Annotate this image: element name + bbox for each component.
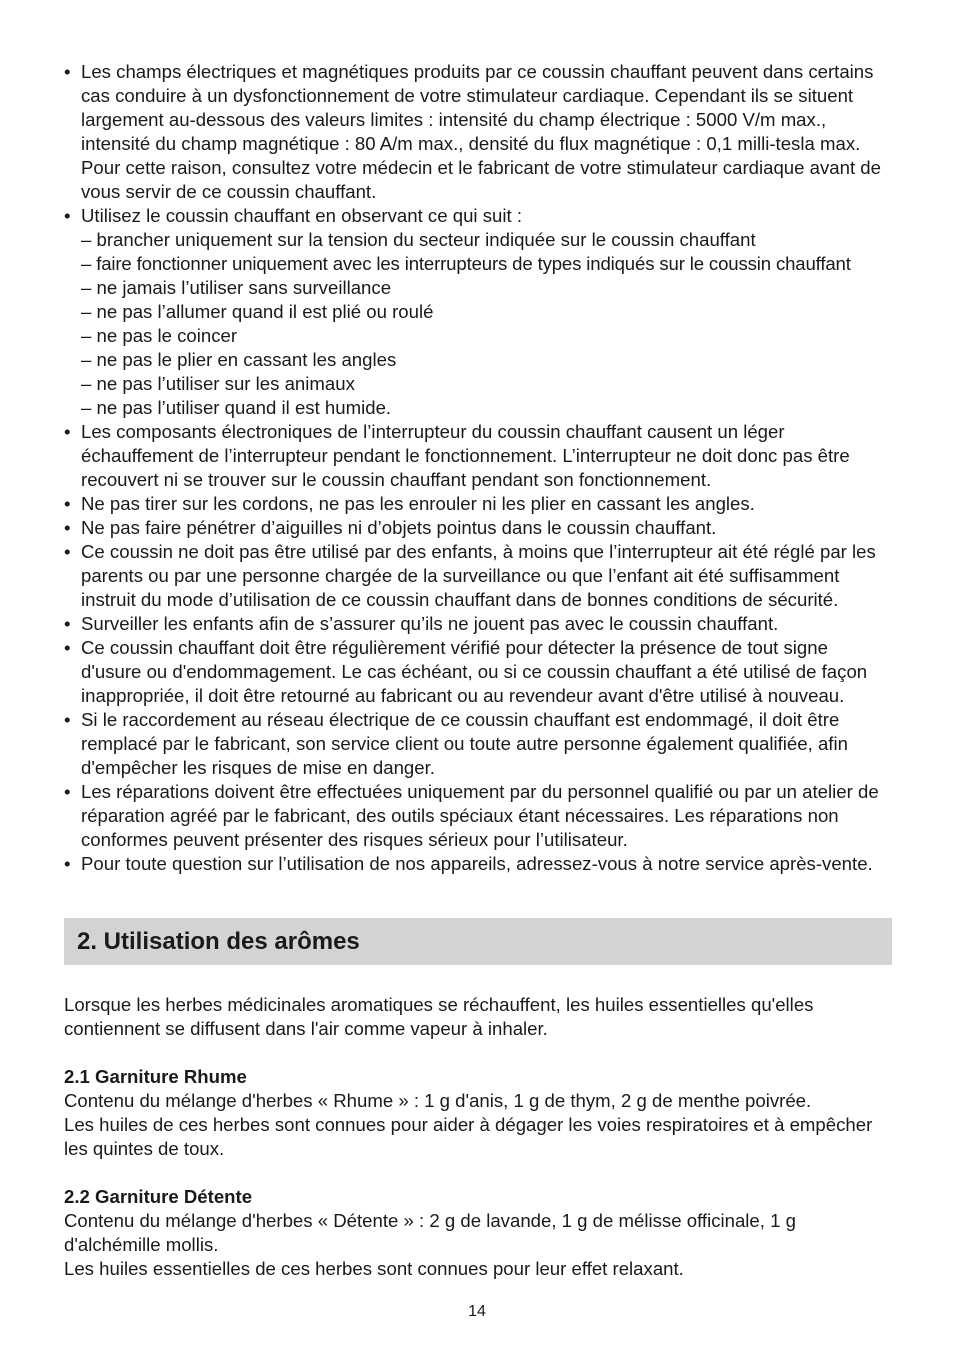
dash-item: – ne pas l’utiliser quand il est humide.: [81, 397, 392, 418]
paragraph-gap: [64, 1161, 892, 1185]
bullet-item: [64, 636, 892, 708]
bullet-text: Si le raccordement au réseau électrique de ce coussin chauffant est endommagé, il doit être remplacé par le fabricant, son service client ou toute autre personne également qualifiée, afin d'empêcher les risques de mise en danger.: [81, 709, 848, 778]
bullet-item: [64, 204, 892, 420]
safety-bullet-list: [64, 60, 892, 876]
bullet-text: Les champs électriques et magnétiques produits par ce coussin chauffant peuvent dans certains cas conduire à un dysfonctionnement de votre stimulateur cardiaque. Cependant ils se situent largement au-dessous des valeurs limites : intensité du champ électrique : 5000 V/m max., intensité du champ magnétique : 80 A/m max., densité du flux magnétique : 0,1 milli-tesla max. Pour cette raison, consultez votre médecin et le fabricant de votre stimulateur cardiaque avant de vous servir de ce coussin chauffant.: [81, 61, 881, 202]
section-intro: Lorsque les herbes médicinales aromatiques se réchauffent, les huiles essentielles qu'elles contiennent se diffusent dans l'air comme vapeur à inhaler.: [64, 994, 814, 1039]
dash-item: – ne pas le coincer: [81, 325, 238, 346]
bullet-text: Pour toute question sur l’utilisation de nos appareils, adressez-vous à notre service après-vente.: [81, 853, 873, 874]
dash-item: – brancher uniquement sur la tension du secteur indiquée sur le coussin chauffant: [81, 229, 756, 250]
dash-item: – ne pas le plier en cassant les angles: [81, 349, 397, 370]
paragraph-gap: [64, 1041, 892, 1065]
aroma-section-body: [64, 993, 892, 1281]
bullet-text: Surveiller les enfants afin de s’assurer qu’ils ne jouent pas avec le coussin chauffant.: [81, 613, 779, 634]
bullet-item: [64, 420, 892, 492]
bullet-item: [64, 852, 892, 876]
bullet-text: Ne pas faire pénétrer d’aiguilles ni d’objets pointus dans le coussin chauffant.: [81, 517, 717, 538]
subsection-text: Contenu du mélange d'herbes « Rhume » : 1 g d'anis, 1 g de thym, 2 g de menthe poivrée.: [64, 1090, 812, 1111]
bullet-text: Ne pas tirer sur les cordons, ne pas les enrouler ni les plier en cassant les angles.: [81, 493, 755, 514]
bullet-text: Utilisez le coussin chauffant en observant ce qui suit :: [81, 205, 522, 226]
bullet-text: Les composants électroniques de l’interrupteur du coussin chauffant causent un léger échauffement de l’interrupteur pendant le fonctionnement. L’interrupteur ne doit donc pas être recouvert ni se trouver sur le coussin chauffant pendant son fonctionnement.: [81, 421, 850, 490]
bullet-item: [64, 492, 892, 516]
subsection-text: Les huiles de ces herbes sont connues pour aider à dégager les voies respiratoires et à empêcher les quintes de toux.: [64, 1114, 873, 1159]
section-header-bar: [64, 918, 892, 965]
subsection-text: Les huiles essentielles de ces herbes sont connues pour leur effet relaxant.: [64, 1258, 684, 1279]
safety-instructions: [64, 60, 892, 876]
dash-item: – ne pas l’allumer quand il est plié ou roulé: [81, 301, 434, 322]
bullet-item: [64, 60, 892, 204]
bullet-text: Ce coussin ne doit pas être utilisé par des enfants, à moins que l’interrupteur ait été réglé par les parents ou par une personne chargée de la surveillance ou que l’enfant ait été suffisamment instruit du mode d’utilisation de ce coussin chauffant dans de bonnes conditions de sécurité.: [81, 541, 876, 610]
bullet-item: [64, 612, 892, 636]
dash-item: – faire fonctionner uniquement avec les interrupteurs de types indiqués sur le coussin chauffant: [81, 253, 851, 274]
usage-conditions-list: [81, 228, 892, 420]
section-title: 2. Utilisation des arômes: [77, 928, 360, 955]
subsection-title-detente: 2.2 Garniture Détente: [64, 1186, 253, 1207]
bullet-text: Les réparations doivent être effectuées uniquement par du personnel qualifié ou par un atelier de réparation agréé par le fabricant, des outils spéciaux étant nécessaires. Les réparations non conformes peuvent présenter des risques sérieux pour l’utilisateur.: [81, 781, 879, 850]
page-number: 14: [468, 1303, 486, 1320]
bullet-item: [64, 516, 892, 540]
dash-item: – ne pas l’utiliser sur les animaux: [81, 373, 355, 394]
subsection-text: Contenu du mélange d'herbes « Détente » : 2 g de lavande, 1 g de mélisse officinale, 1 g d'alchémille mollis.: [64, 1210, 796, 1255]
bullet-item: [64, 780, 892, 852]
bullet-item: [64, 540, 892, 612]
dash-item: – ne jamais l’utiliser sans surveillance: [81, 277, 392, 298]
subsection-title-rhume: 2.1 Garniture Rhume: [64, 1066, 247, 1087]
bullet-item: [64, 708, 892, 780]
bullet-text: Ce coussin chauffant doit être régulièrement vérifié pour détecter la présence de tout signe d'usure ou d'endommagement. Le cas échéant, ou si ce coussin chauffant a été utilisé de façon inappropriée, il doit être retourné au fabricant ou au revendeur avant d'être utilisé à nouveau.: [81, 637, 868, 706]
